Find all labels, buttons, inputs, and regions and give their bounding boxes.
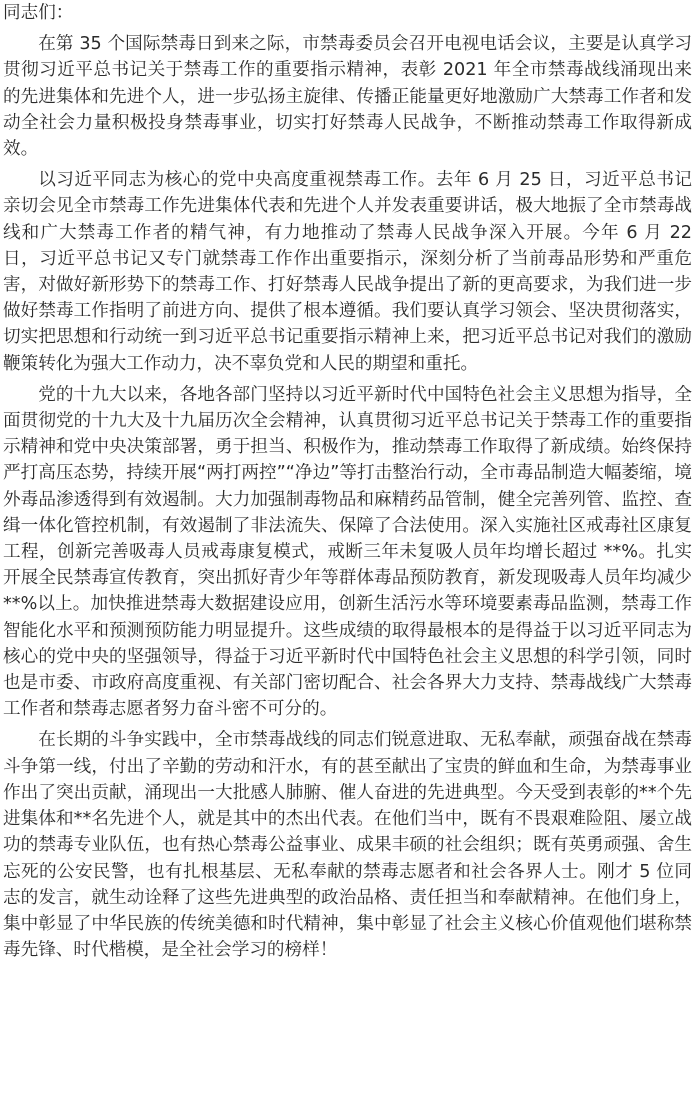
paragraph-3: 党的十九大以来，各地各部门坚持以习近平新时代中国特色社会主义思想为指导，全面贯彻党的十九大及十九届历次全会精神，认真贯彻习近平总书记关于禁毒工作的重要指示精神和党中央决策部署，勇于担当、积极作为，推动禁毒工作取得了新成绩。始终保持严打高压态势，持续开展“两打两控”“净边”等打击整治行动，全市毒品制造大幅萎缩，境外毒品渗透得到有效遏制。大力加强制毒物品和麻精药品管制，健全完善列管、监控、查缉一体化管控机制，有效遏制了非法流失、保障了合法使用。深入实施社区戒毒社区康复工程，创新完善吸毒人员戒毒康复模式，戒断三年未复吸人员年均增长超过 **%。扎实开展全民禁毒宣传教育，突出抓好青少年等群体毒品预防教育，新发现吸毒人员年均减少**%以上。加快推进禁毒大数据建设应用，创新生活污水等环境要素毒品监测，禁毒工作智能化水平和预测预防能力明显提升。这些成绩的取得最根本的是得益于以习近平同志为核心的党中央的坚强领导，得益于习近平新时代中国特色社会主义思想的科学引领，同时也是市委、市政府高度重视、有关部门密切配合、社会各界大力支持、禁毒战线广大禁毒工作者和禁毒志愿者努力奋斗密不可分的。	[3, 384, 692, 720]
paragraph-2: 以习近平同志为核心的党中央高度重视禁毒工作。去年 6 月 25 日，习近平总书记亲切会见全市禁毒工作先进集体代表和先进个人并发表重要讲话，极大地振了全市禁毒战线和广大禁毒工作者的精气神，有力地推动了禁毒人民战争深入开展。今年 6 月 22 日，习近平总书记又专门就禁毒工作作出重要指示，深刻分析了当前毒品形势和严重危害，对做好新形势下的禁毒工作、打好禁毒人民战争提出了新的更高要求，为我们进一步做好禁毒工作指明了前进方向、提供了根本遵循。我们要认真学习领会、坚决贯彻落实，切实把思想和行动统一到习近平总书记重要指示精神上来，把习近平总书记对我们的激励鞭策转化为强大工作动力，决不辜负党和人民的期望和重托。	[3, 170, 692, 374]
paragraph-4: 在长期的斗争实践中，全市禁毒战线的同志们锐意进取、无私奉献，顽强奋战在禁毒斗争第一线，付出了辛勤的劳动和汗水，有的甚至献出了宝贵的鲜血和生命，为禁毒事业作出了突出贡献，涌现出一大批感人肺腑、催人奋进的先进典型。今天受到表彰的**个先进集体和**名先进个人，就是其中的杰出代表。在他们当中，既有不畏艰难险阻、屡立战功的禁毒专业队伍，也有热心禁毒公益事业、成果丰硕的社会组织；既有英勇顽强、舍生忘死的公安民警，也有扎根基层、无私奉献的禁毒志愿者和社会各界人士。刚才 5 位同志的发言，就生动诠释了这些先进典型的政治品格、责任担当和奉献精神。在他们身上，集中彰显了中华民族的传统美德和时代精神，集中彰显了社会主义核心价值观他们堪称禁毒先锋、时代楷模，是全社会学习的榜样！	[3, 730, 692, 961]
paragraph-1: 在第 35 个国际禁毒日到来之际，市禁毒委员会召开电视电话会议，主要是认真学习贯彻习近平总书记关于禁毒工作的重要指示精神，表彰 2021 年全市禁毒战线涌现出来的先进集体和先进个人，进一步弘扬主旋律、传播正能量更好地激励广大禁毒工作者和发动全社会力量积极投身禁毒事业，切实打好禁毒人民战争，不断推动禁毒工作取得新成效。	[3, 34, 692, 160]
salutation: 同志们：	[3, 3, 74, 23]
